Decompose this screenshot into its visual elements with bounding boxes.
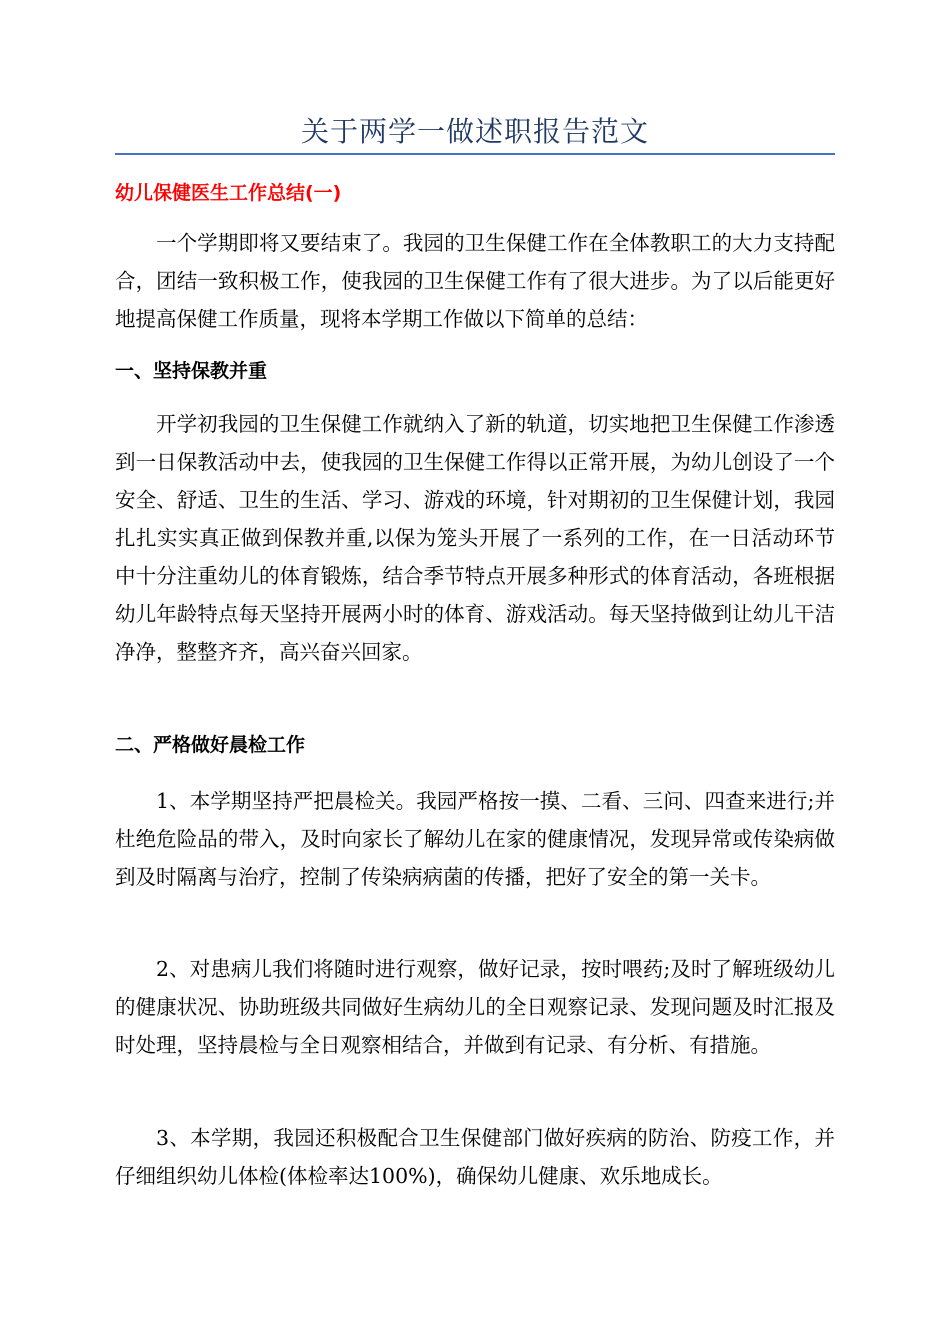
document-title: 关于两学一做述职报告范文 bbox=[300, 115, 649, 148]
section-2-paragraph-1: 1、本学期坚持严把晨检关。我园严格按一摸、二看、三问、四查来进行;并杜绝危险品的带入，及时向家长了解幼儿在家的健康情况，发现异常或传染病做到及时隔离与治疗，控制了传染病病菌的传播，把好了安全的第一关卡。 bbox=[115, 789, 835, 889]
title-underline bbox=[115, 153, 835, 155]
section-subtitle: 幼儿保健医生工作总结(一) bbox=[115, 182, 342, 204]
section-1-paragraph-1: 开学初我园的卫生保健工作就纳入了新的轨道，切实地把卫生保健工作渗透到一日保教活动中去，使我园的卫生保健工作得以正常开展，为幼儿创设了一个安全、舒适、卫生的生活、学习、游戏的环境，针对期初的卫生保健计划，我园扎扎实实真正做到保教并重,以保为笼头开展了一系列的工作，在一日活动环节中十分注重幼儿的体育锻炼，结合季节特点开展多种形式的体育活动，各班根据幼儿年龄特点每天坚持开展两小时的体育、游戏活动。每天坚持做到让幼儿干洁净净，整整齐齐，高兴奋兴回家。 bbox=[115, 412, 835, 664]
section-heading-2: 二、严格做好晨检工作 bbox=[115, 734, 306, 756]
section-heading-1: 一、坚持保教并重 bbox=[115, 360, 268, 382]
section-2-paragraph-2: 2、对患病儿我们将随时进行观察，做好记录，按时喂药;及时了解班级幼儿的健康状况、协助班级共同做好生病幼儿的全日观察记录、发现问题及时汇报及时处理，坚持晨检与全日观察相结合，并做到有记录、有分析、有措施。 bbox=[115, 957, 835, 1057]
section-2-paragraph-3: 3、本学期，我园还积极配合卫生保健部门做好疾病的防治、防疫工作，并仔细组织幼儿体检(体检率达100%)，确保幼儿健康、欢乐地成长。 bbox=[115, 1126, 835, 1188]
intro-paragraph: 一个学期即将又要结束了。我园的卫生保健工作在全体教职工的大力支持配合，团结一致积极工作，使我园的卫生保健工作有了很大进步。为了以后能更好地提高保健工作质量，现将本学期工作做以下简单的总结： bbox=[115, 231, 835, 331]
